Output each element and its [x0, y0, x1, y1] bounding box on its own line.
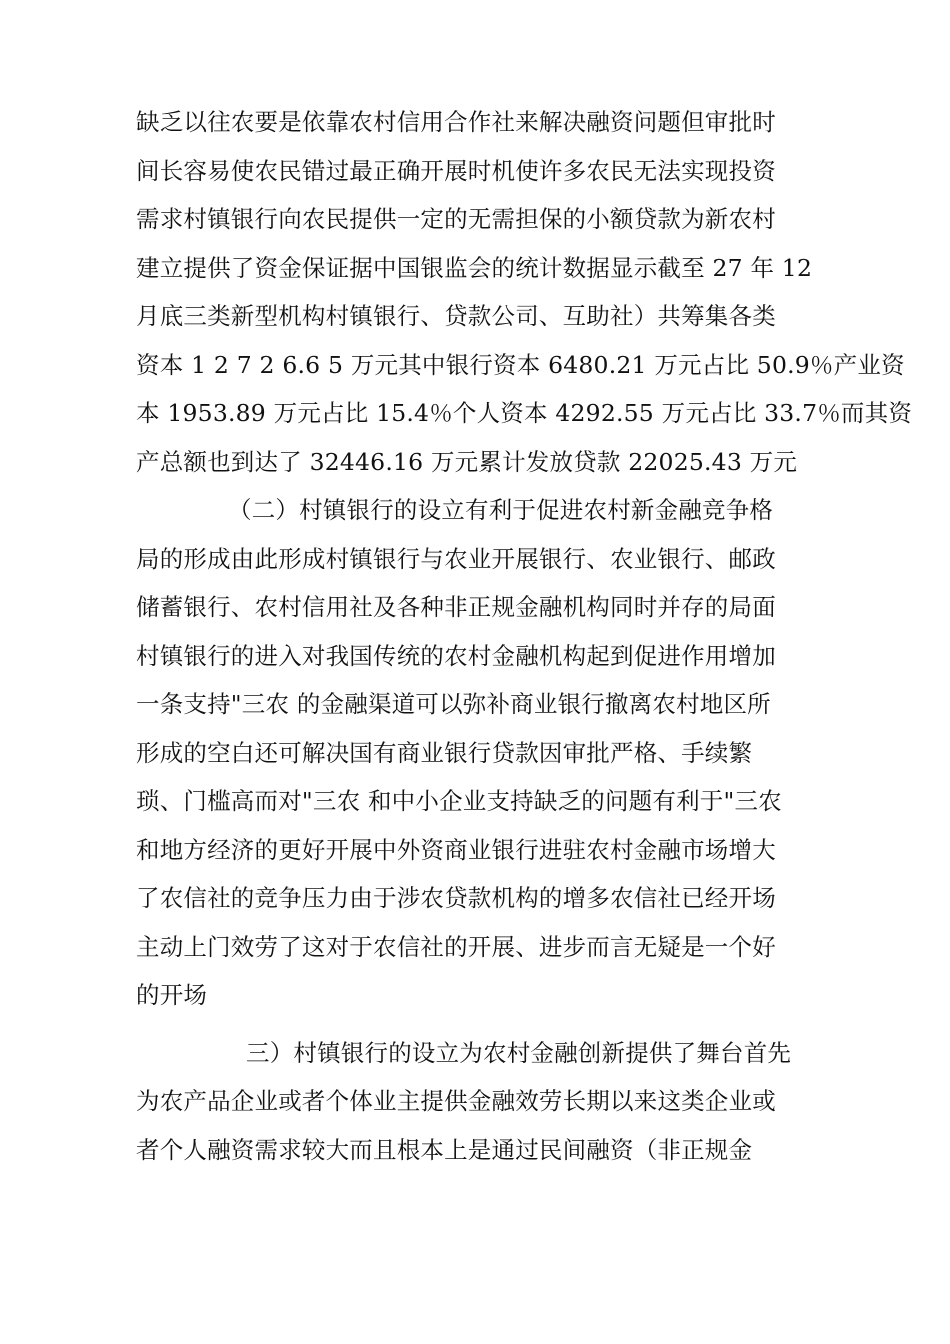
text-line: 主动上门效劳了这对于农信社的开展、进步而言无疑是一个好 [136, 932, 776, 961]
text-line: 缺乏以往农要是依靠农村信用合作社来解决融资问题但审批时 [136, 108, 776, 136]
paragraph-gap [136, 1020, 826, 1029]
text-line: 资本 1 2 7 2 6.6 5 万元其中银行资本 6480.21 万元占比 50.9％产业资 [136, 350, 905, 379]
text-line: 建立提供了资金保证据中国银监会的统计数据显示截至 27 年 12 [136, 253, 813, 282]
text-line: 一条支持"三农 的金融渠道可以弥补商业银行撤离农村地区所 [136, 690, 771, 718]
text-line: 产总额也到达了 32446.16 万元累计发放贷款 22025.43 万元 [136, 447, 798, 476]
section-heading-line: 三）村镇银行的设立为农村金融创新提供了舞台首先 [246, 1038, 792, 1067]
text-line: 的开场 [136, 981, 208, 1009]
section-heading-line: （二）村镇银行的设立有利于促进农村新金融竞争格 [228, 496, 774, 524]
text-line: 局的形成由此形成村镇银行与农业开展银行、农业银行、邮政 [136, 544, 776, 573]
text-line: 为农产品企业或者个体业主提供金融效劳长期以来这类企业或 [136, 1087, 776, 1115]
text-line: 形成的空白还可解决国有商业银行贷款因审批严格、手续繁 [136, 738, 753, 767]
text-line: 本 1953.89 万元占比 15.4％个人资本 4292.55 万元占比 33.7％而其资 [136, 399, 913, 427]
text-line: 者个人融资需求较大而且根本上是通过民间融资（非正规金 [136, 1135, 753, 1164]
text-line: 月底三类新型机构村镇银行、贷款公司、互助社）共筹集各类 [136, 302, 776, 330]
text-line: 需求村镇银行向农民提供一定的无需担保的小额贷款为新农村 [136, 205, 776, 233]
text-line: 间长容易使农民错过最正确开展时机使许多农民无法实现投资 [136, 156, 776, 185]
text-line: 村镇银行的进入对我国传统的农村金融机构起到促进作用增加 [136, 641, 776, 670]
text-line: 和地方经济的更好开展中外资商业银行进驻农村金融市场增大 [136, 835, 776, 864]
document-body [136, 98, 913, 1174]
text-line: 了农信社的竞争压力由于涉农贷款机构的增多农信社已经开场 [136, 884, 776, 912]
text-line: 琐、门槛高而对"三农 和中小企业支持缺乏的问题有利于"三农 [136, 787, 782, 815]
text-line: 储蓄银行、农村信用社及各种非正规金融机构同时并存的局面 [136, 593, 776, 621]
